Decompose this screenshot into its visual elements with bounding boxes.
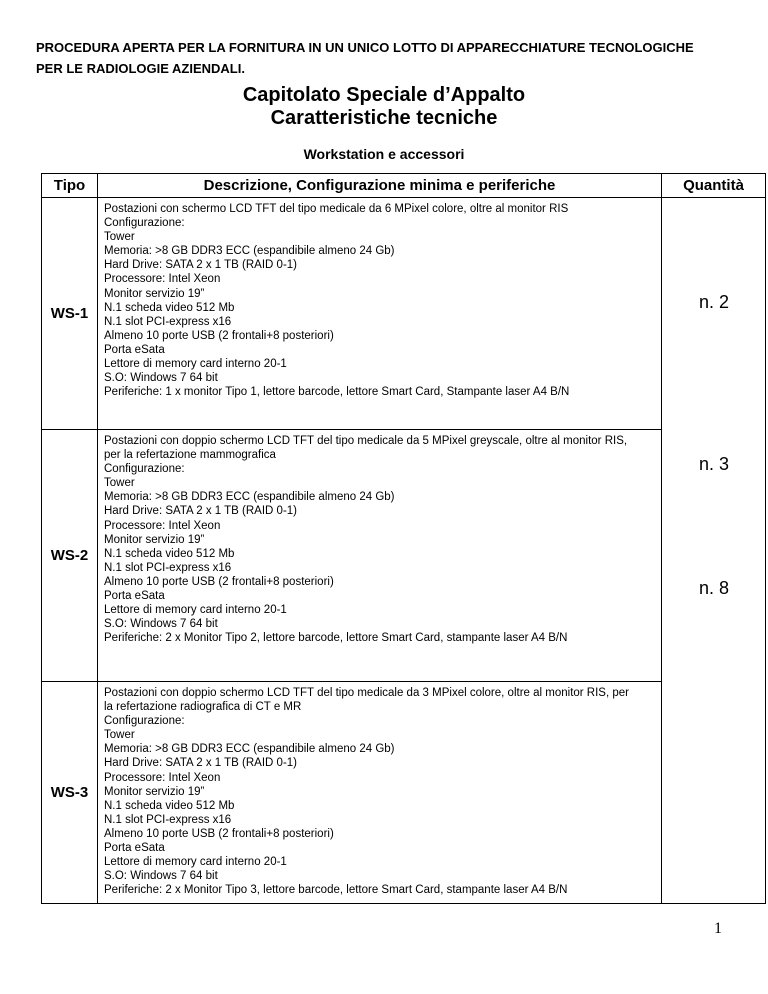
description-line: N.1 scheda video 512 Mb xyxy=(104,799,235,812)
description-line: Memoria: >8 GB DDR3 ECC (espandibile almeno 24 Gb) xyxy=(104,743,395,756)
document-title-sub: Caratteristiche tecniche xyxy=(270,107,498,129)
spec-table xyxy=(41,173,766,904)
header-tipo: Tipo xyxy=(42,174,98,198)
description-line: Porta eSata xyxy=(104,842,165,855)
description-line: N.1 scheda video 512 Mb xyxy=(104,301,235,314)
description-line: Processore: Intel Xeon xyxy=(104,519,221,532)
description-line: Postazioni con doppio schermo LCD TFT del tipo medicale da 3 MPixel colore, oltre al monitor RIS, per xyxy=(104,687,629,699)
header-quantita: Quantità xyxy=(662,174,766,198)
quantity-column xyxy=(662,198,766,904)
header-descrizione: Descrizione, Configurazione minima e periferiche xyxy=(98,174,662,198)
description-line: Postazioni con schermo LCD TFT del tipo medicale da 6 MPixel colore, oltre al monitor RIS xyxy=(104,203,569,215)
description-line: Almeno 10 porte USB (2 frontali+8 posteriori) xyxy=(104,329,334,342)
description-line: Memoria: >8 GB DDR3 ECC (espandibile almeno 24 Gb) xyxy=(104,245,395,258)
tipo-cell: WS-2 xyxy=(42,430,98,682)
description-line: Monitor servizio 19” xyxy=(104,533,205,546)
description-line: N.1 slot PCI-express x16 xyxy=(104,813,232,826)
description-line: Lettore di memory card interno 20-1 xyxy=(104,604,287,617)
description-line: N.1 slot PCI-express x16 xyxy=(104,561,232,574)
description-line: S.O: Windows 7 64 bit xyxy=(104,618,218,631)
description-line: Processore: Intel Xeon xyxy=(104,273,221,286)
description-line: Tower xyxy=(104,477,135,490)
section-subtitle: Workstation e accessori xyxy=(303,146,465,162)
description-line: per la refertazione mammografica xyxy=(104,449,276,462)
description-line: S.O: Windows 7 64 bit xyxy=(104,372,218,385)
description-line: Configurazione: xyxy=(104,463,185,476)
description-line: Configurazione: xyxy=(104,217,185,230)
description-line: la refertazione radiografica di CT e MR xyxy=(104,701,302,714)
page-number: 1 xyxy=(714,920,722,937)
description-cell xyxy=(98,682,662,904)
description-line: Lettore di memory card interno 20-1 xyxy=(104,856,287,869)
table-row xyxy=(42,682,766,904)
description-line: Periferiche: 1 x monitor Tipo 1, lettore barcode, lettore Smart Card, Stampante laser A4 B/N xyxy=(104,386,570,399)
description-line: Tower xyxy=(104,231,135,244)
description-line: Postazioni con doppio schermo LCD TFT del tipo medicale da 5 MPixel greyscale, oltre al monitor RIS, xyxy=(104,435,628,447)
header-line-1: PROCEDURA APERTA PER LA FORNITURA IN UN UNICO LOTTO DI APPARECCHIATURE TECNOLOGICHE xyxy=(36,40,694,55)
description-line: Porta eSata xyxy=(104,343,165,356)
document-header xyxy=(36,37,736,79)
description-line: Monitor servizio 19” xyxy=(104,287,205,300)
description-cell xyxy=(98,198,662,430)
quantity-value: n. 2 xyxy=(698,292,730,312)
description-line: Hard Drive: SATA 2 x 1 TB (RAID 0-1) xyxy=(104,259,297,272)
description-line: Lettore di memory card interno 20-1 xyxy=(104,358,287,371)
description-line: Hard Drive: SATA 2 x 1 TB (RAID 0-1) xyxy=(104,757,297,770)
description-cell xyxy=(98,430,662,682)
tipo-cell: WS-3 xyxy=(42,682,98,904)
description-line: Configurazione: xyxy=(104,715,185,728)
description-line: Tower xyxy=(104,729,135,742)
document-title: Capitolato Speciale d’Appalto xyxy=(242,84,526,106)
table-header-row xyxy=(42,174,766,198)
description-line: Porta eSata xyxy=(104,590,165,603)
description-line: Periferiche: 2 x Monitor Tipo 2, lettore barcode, lettore Smart Card, stampante laser A4 B/N xyxy=(104,632,568,645)
description-line: Memoria: >8 GB DDR3 ECC (espandibile almeno 24 Gb) xyxy=(104,491,395,504)
description-line: Almeno 10 porte USB (2 frontali+8 posteriori) xyxy=(104,827,334,840)
quantity-value: n. 8 xyxy=(698,578,730,598)
header-line-2: PER LE RADIOLOGIE AZIENDALI. xyxy=(36,61,245,76)
description-line: Almeno 10 porte USB (2 frontali+8 posteriori) xyxy=(104,575,334,588)
quantity-value: n. 3 xyxy=(698,454,730,474)
description-line: N.1 scheda video 512 Mb xyxy=(104,547,235,560)
description-line: Processore: Intel Xeon xyxy=(104,771,221,784)
description-line: S.O: Windows 7 64 bit xyxy=(104,870,218,883)
description-line: Hard Drive: SATA 2 x 1 TB (RAID 0-1) xyxy=(104,505,297,518)
description-line: N.1 slot PCI-express x16 xyxy=(104,315,232,328)
description-line: Periferiche: 2 x Monitor Tipo 3, lettore barcode, lettore Smart Card, stampante laser A4 B/N xyxy=(104,884,568,897)
table-row xyxy=(42,198,766,430)
table-row xyxy=(42,430,766,682)
description-line: Monitor servizio 19” xyxy=(104,785,205,798)
tipo-cell: WS-1 xyxy=(42,198,98,430)
